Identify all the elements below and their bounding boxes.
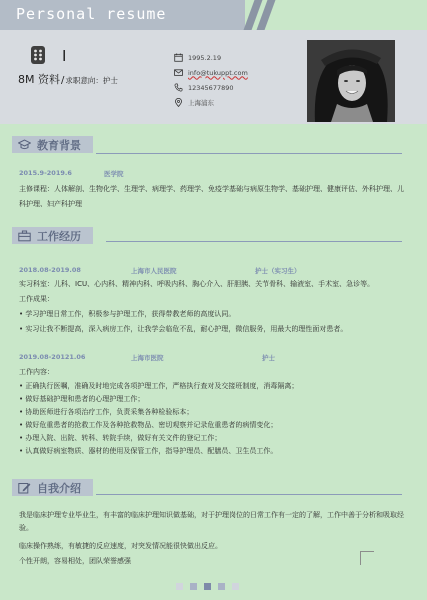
section-divider	[96, 494, 402, 495]
grid-dots-icon	[30, 46, 46, 64]
work-organization: 上海市人民医院	[131, 267, 177, 275]
contact-birthday	[174, 50, 248, 65]
work-role: 护士（实习生）	[255, 267, 301, 275]
section-title-about: 自我介绍	[37, 482, 81, 495]
decor-dot	[232, 583, 239, 590]
work-intro: 工作内容：	[19, 368, 54, 376]
list-item: • 办理入院、出院、转科、转院手续，做好有关文件的登记工作；	[19, 432, 298, 445]
work-bullets	[19, 380, 298, 458]
work-intro: 实习科室：儿科、ICU、心内科、精神内科、呼吸内科、胸心介入、肝胆胰、关节骨科、输液室、手术室、急诊等。	[19, 280, 375, 288]
profile-subtitle	[18, 68, 118, 87]
phone-icon	[174, 83, 183, 92]
list-item: • 做好基础护理和患者的心理护理工作；	[19, 393, 298, 406]
work-period: 2019.08-20121.06	[19, 353, 86, 361]
pencil-icon	[18, 482, 31, 494]
about-line: 临床操作熟练，有敏捷的反应速度，对突发情况能很快做出反应。	[19, 542, 222, 550]
corner-mark	[360, 551, 374, 565]
decor-dot	[218, 583, 225, 590]
subtitle-separator: /	[61, 75, 65, 86]
job-intention: 求职意向：护士	[65, 76, 118, 85]
location-pin-icon	[174, 98, 183, 107]
profile-name: 8M 资料	[18, 73, 60, 86]
work-period: 2018.08-2019.08	[19, 266, 81, 274]
birthday-value: 1995.2.19	[188, 53, 222, 62]
list-item: • 做好危重患者的抢救工作及各种抢救物品、密切观察并记录危重患者的病情变化；	[19, 419, 298, 432]
list-item: • 学习护理日常工作，积极参与护理工作，获得带教老师的高度认同。	[19, 308, 347, 321]
work-organization: 上海市医院	[131, 354, 164, 362]
education-school: 医学院	[104, 170, 124, 178]
profile-photo	[307, 40, 395, 122]
contact-email	[174, 65, 248, 80]
about-line: 个性开朗，容易相处，团队荣誉感强	[19, 557, 131, 565]
list-item: • 认真做好病室物质、器材的使用及保管工作，指导护理员、配膳员、卫生员工作。	[19, 445, 298, 458]
list-item: • 协助医师进行各项治疗工作，负责采集各种检验标本；	[19, 406, 298, 419]
page-dots	[176, 583, 239, 590]
resume-title: Personal resume	[16, 5, 167, 23]
name-mark: I	[62, 47, 67, 65]
decor-dot	[190, 583, 197, 590]
list-item: • 实习让我不断提高，深入病房工作，让我学会临危不乱，耐心护理，微信服务，用最大的理性面对患者。	[19, 323, 347, 336]
work-results-label: 工作成果：	[19, 295, 54, 303]
education-courses: 主修课程：人体解剖、生物化学、生理学、病理学、药理学、免疫学基础与病原生物学、基础护理、健康评估、外科护理、儿科护理、妇产科护理	[19, 185, 404, 208]
section-title-education: 教育背景	[37, 139, 81, 152]
work-bullets	[19, 308, 347, 336]
calendar-icon	[174, 53, 183, 62]
contact-phone	[174, 80, 248, 95]
briefcase-icon	[18, 230, 31, 242]
section-title-work: 工作经历	[37, 230, 81, 243]
phone-value: 12345677890	[188, 83, 234, 92]
mortarboard-icon	[18, 139, 31, 151]
list-item: • 正确执行医嘱，准确及时地完成各项护理工作，严格执行查对及交接班制度，消毒隔离；	[19, 380, 298, 393]
work-role: 护士	[262, 354, 275, 362]
section-divider	[106, 241, 402, 242]
section-divider	[96, 153, 402, 154]
contact-list	[174, 50, 248, 110]
contact-location	[174, 95, 248, 110]
decor-dot	[204, 583, 211, 590]
location-value: 上海浦东	[188, 99, 214, 107]
mail-icon	[174, 68, 183, 77]
education-period: 2015.9-2019.6	[19, 169, 72, 177]
decor-dot	[176, 583, 183, 590]
about-line: 我是临床护理专业毕业生，有丰富的临床护理知识做基础，对于护理岗位的日常工作有一定的了解，工作中善于分析和吸取经验。	[19, 511, 404, 532]
email-value[interactable]: info@tukuppt.com	[188, 68, 248, 77]
